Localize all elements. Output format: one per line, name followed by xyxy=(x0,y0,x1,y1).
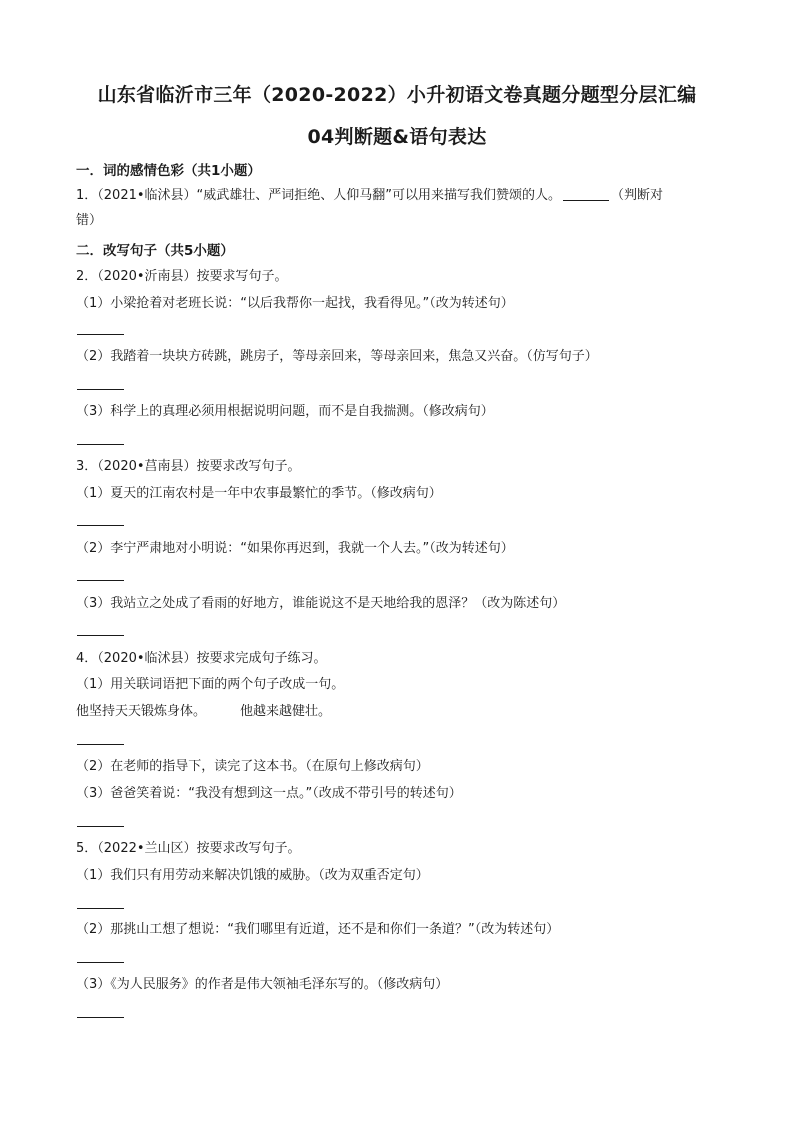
question-5-item-2: （2）那挑山工想了想说：“我们哪里有近道，还不是和你们一条道？”（改为转述句） xyxy=(76,922,560,937)
answer-line xyxy=(77,444,124,445)
answer-line xyxy=(77,635,124,636)
question-5-item-3: （3）《为人民服务》的作者是伟大领袖毛泽东写的。（修改病句） xyxy=(76,977,449,992)
question-2-item-2: （2）我踏着一块块方砖跳，跳房子，等母亲回来，等母亲回来，焦急又兴奋。（仿写句子） xyxy=(76,349,598,364)
answer-line xyxy=(77,1017,124,1018)
answer-line xyxy=(77,908,124,909)
answer-blank xyxy=(563,200,609,201)
answer-line xyxy=(77,525,124,526)
answer-line xyxy=(77,826,124,827)
question-2-item-1: （1）小梁抢着对老班长说：“以后我帮你一起找，我看得见。”（改为转述句） xyxy=(76,296,514,311)
question-4-stem: 4．（2020•临沭县）按要求完成句子练习。 xyxy=(76,651,327,666)
document-title: 山东省临沂市三年（2020-2022）小升初语文卷真题分题型分层汇编 xyxy=(97,84,697,106)
question-1 xyxy=(76,188,663,204)
sentence-a: 他坚持天天锻炼身体。 xyxy=(76,704,207,719)
question-5-item-1: （1）我们只有用劳动来解决饥饿的威胁。（改为双重否定句） xyxy=(76,868,429,883)
question-4-item-2: （2）在老师的指导下，读完了这本书。（在原句上修改病句） xyxy=(76,759,429,774)
question-2-stem: 2．（2020•沂南县）按要求写句子。 xyxy=(76,269,288,284)
question-4-sentences xyxy=(76,704,331,720)
question-1-wrap: 错） xyxy=(76,213,103,228)
sentence-b: 他越来越健壮。 xyxy=(240,704,332,719)
question-4-item-1: （1）用关联词语把下面的两个句子改成一句。 xyxy=(76,677,345,692)
answer-line xyxy=(77,744,124,745)
question-2-item-3: （3）科学上的真理必须用根据说明问题，而不是自我揣测。（修改病句） xyxy=(76,404,494,419)
question-3-stem: 3．（2020•莒南县）按要求改写句子。 xyxy=(76,459,301,474)
answer-line xyxy=(77,334,124,335)
question-4-item-3: （3）爸爸笑着说：“我没有想到这一点。”（改成不带引号的转述句） xyxy=(76,786,462,801)
question-1-stem-tail: （判断对 xyxy=(611,188,664,203)
section-heading-1: 一．词的感情色彩（共1小题） xyxy=(76,163,261,179)
section-heading-2: 二．改写句子（共5小题） xyxy=(76,243,234,259)
question-3-item-3: （3）我站立之处成了看雨的好地方，谁能说这不是天地给我的恩泽？（改为陈述句） xyxy=(76,596,566,611)
answer-line xyxy=(77,962,124,963)
question-5-stem: 5．（2022•兰山区）按要求改写句子。 xyxy=(76,841,301,856)
question-1-stem: 1．（2021•临沭县）“威武雄壮、严词拒绝、人仰马翻”可以用来描写我们赞颂的人。 xyxy=(76,188,561,203)
question-3-item-2: （2）李宁严肃地对小明说：“如果你再迟到，我就一个人去。”（改为转述句） xyxy=(76,541,514,556)
document-subtitle: 04判断题&语句表达 xyxy=(307,126,487,148)
answer-line xyxy=(77,580,124,581)
question-3-item-1: （1）夏天的江南农村是一年中农事最繁忙的季节。（修改病句） xyxy=(76,486,442,501)
answer-line xyxy=(77,389,124,390)
